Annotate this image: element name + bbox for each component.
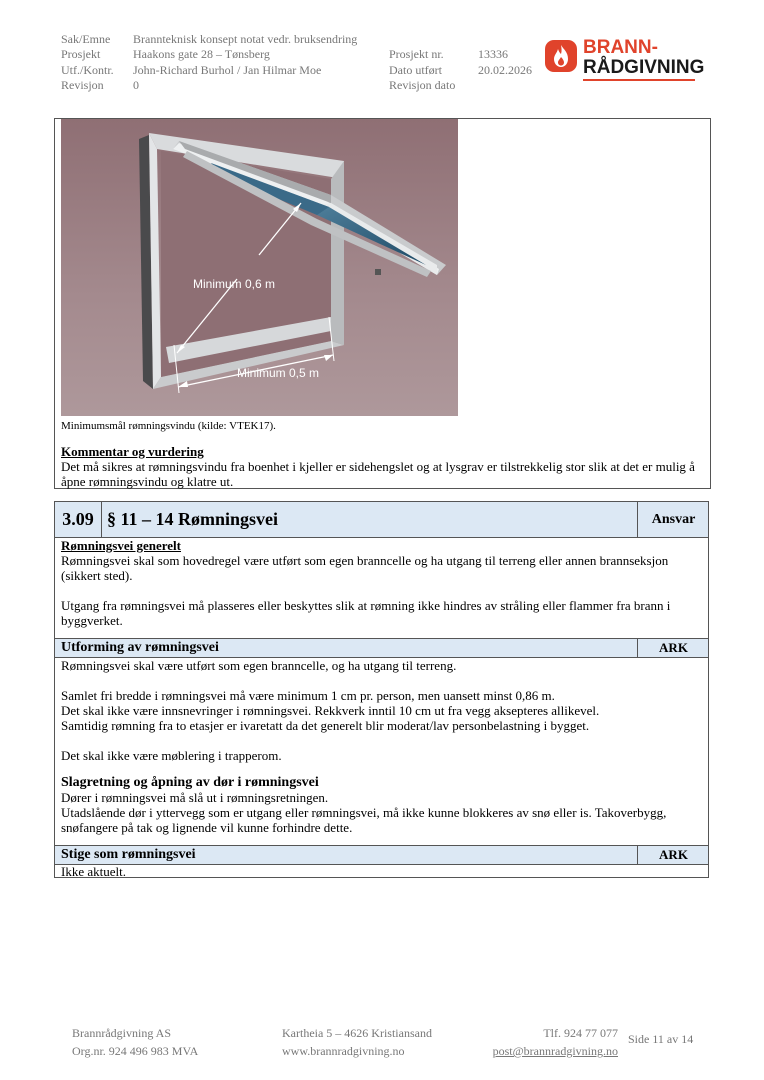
utforming-responsibility: ARK bbox=[637, 639, 709, 657]
comment-title: Kommentar og vurdering bbox=[61, 444, 204, 459]
header-value: 0 bbox=[133, 78, 139, 93]
door-direction-paragraph-2: Utadslående dør i yttervegg som er utgang eller rømningsvei, må ikke kunne blokkeres av snø eller is. Takoverbygg, snøfangere på tak og lignende vil kunne forhindre dette. bbox=[61, 805, 667, 835]
figure-comment-box bbox=[54, 118, 711, 489]
header-row-revision bbox=[61, 78, 548, 93]
ladder-responsibility: ARK bbox=[637, 846, 709, 864]
header-row-project bbox=[61, 47, 548, 62]
utforming-block bbox=[61, 658, 701, 835]
section-header bbox=[55, 502, 708, 538]
logo-line1: BRANN- bbox=[583, 37, 658, 58]
footer-address-block bbox=[282, 1024, 432, 1060]
header-value2 bbox=[478, 78, 548, 93]
ladder-paragraph: Ikke aktuelt. bbox=[61, 864, 126, 879]
escape-window-illustration bbox=[61, 119, 458, 416]
utforming-paragraph-3: Det skal ikke være innsnevringer i rømningsvei. Rekkverk inntil 10 cm ut fra vegg aksepteres allikevel. bbox=[61, 703, 600, 718]
door-direction-paragraph-1: Dører i rømningsvei må slå ut i rømningsretningen. bbox=[61, 790, 329, 805]
section-responsibility-header: Ansvar bbox=[637, 502, 709, 537]
header-row-author bbox=[61, 63, 548, 78]
utforming-paragraph-5: Det skal ikke være møblering i trapperom. bbox=[61, 748, 282, 763]
utforming-paragraph-4: Samtidig rømning fra to etasjer er ivaretatt da det generelt blir moderat/lav personbelastning i bygget. bbox=[61, 718, 590, 733]
section-number: 3.09 bbox=[55, 502, 102, 537]
header-key: Sak/Emne bbox=[61, 32, 111, 46]
footer-page-number: Side 11 av 14 bbox=[628, 1032, 694, 1046]
section-escape-route bbox=[54, 501, 709, 878]
header-key: Revisjon bbox=[61, 78, 104, 93]
utforming-title: Utforming av rømningsvei bbox=[61, 640, 219, 655]
logo-underline bbox=[583, 79, 695, 81]
footer-email-link[interactable]: post@brannradgivning.no bbox=[492, 1044, 618, 1058]
header-value2: 20.02.2026 bbox=[478, 62, 532, 77]
figure-caption: Minimumsmål rømningsvindu (kilde: VTEK17). bbox=[61, 420, 276, 432]
header-key2: Prosjekt nr. bbox=[389, 47, 444, 62]
footer-contact bbox=[470, 1024, 618, 1060]
header-value: Brannteknisk konsept notat vedr. bruksendring bbox=[133, 32, 358, 46]
header-value: John-Richard Burhol / Jan Hilmar Moe bbox=[133, 62, 322, 77]
footer-orgnr: Org.nr. 924 496 983 MVA bbox=[72, 1044, 199, 1058]
logo-text bbox=[583, 38, 704, 78]
header-key: Utf./Kontr. bbox=[61, 62, 114, 77]
general-paragraph-1: Rømningsvei skal som hovedregel være utført som egen branncelle og ha utgang til terreng eller annen brannseksjon (sikkert sted). bbox=[61, 553, 669, 583]
company-logo bbox=[543, 37, 705, 82]
document-header bbox=[61, 32, 548, 94]
header-key2: Revisjon dato bbox=[389, 78, 456, 93]
dimension-label-height: Minimum 0,6 m bbox=[193, 277, 276, 291]
header-row-subject bbox=[61, 32, 548, 47]
general-paragraph-2: Utgang fra rømningsvei må plasseres eller beskyttes slik at rømning ikke hindres av stråling eller flammer fra brann i byggverket. bbox=[61, 598, 671, 628]
logo-line2: RÅDGIVNING bbox=[583, 57, 705, 78]
comment-text: Det må sikres at rømningsvindu fra boenhet i kjeller er sidehengslet og at lysgrav er tilstrekkelig stor slik at det er mulig å åpne rømningsvindu og klatre ut. bbox=[61, 459, 695, 489]
ladder-subheader bbox=[55, 845, 708, 865]
header-key: Prosjekt bbox=[61, 47, 101, 62]
footer-address: Kartheia 5 – 4626 Kristiansand bbox=[282, 1026, 432, 1040]
header-value: Haakons gate 28 – Tønsberg bbox=[133, 47, 270, 62]
footer-web[interactable]: www.brannradgivning.no bbox=[282, 1044, 405, 1058]
header-key2: Dato utført bbox=[389, 62, 442, 77]
header-value2 bbox=[478, 32, 548, 47]
header-key2 bbox=[389, 32, 478, 47]
ladder-title: Stige som rømningsvei bbox=[61, 847, 196, 862]
header-value2: 13336 bbox=[478, 47, 508, 62]
utforming-subheader bbox=[55, 638, 708, 658]
general-block bbox=[61, 538, 701, 628]
ladder-block bbox=[61, 864, 701, 879]
general-title: Rømningsvei generelt bbox=[61, 538, 181, 553]
footer-company bbox=[72, 1024, 198, 1060]
door-direction-title: Slagretning og åpning av dør i rømningsvei bbox=[61, 775, 319, 790]
dimension-label-width: Minimum 0,5 m bbox=[237, 366, 320, 380]
footer-company-name: Brannrådgivning AS bbox=[72, 1026, 171, 1040]
footer-phone: Tlf. 924 77 077 bbox=[543, 1026, 618, 1040]
section-title: § 11 – 14 Rømningsvei bbox=[107, 509, 279, 529]
flame-icon bbox=[543, 38, 579, 74]
utforming-paragraph-2: Samlet fri bredde i rømningsvei må være minimum 1 cm pr. person, men uansett minst 0,86 m. bbox=[61, 688, 555, 703]
utforming-paragraph-1: Rømningsvei skal være utført som egen branncelle, og ha utgang til terreng. bbox=[61, 658, 457, 673]
